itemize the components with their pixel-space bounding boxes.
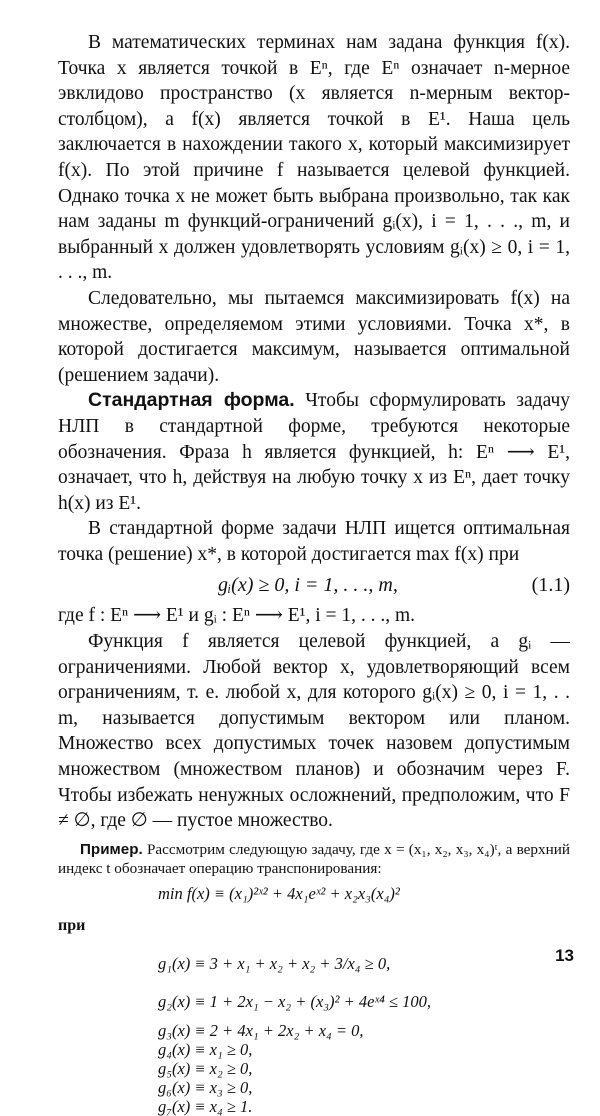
equation-1-1: [58, 571, 570, 599]
example-paragraph: [58, 840, 570, 879]
paragraph-6: Функция f является целевой функцией, а gᵢ — ограничениями. Любой вектор x, удовлетворяющий всем ограничениям, т. е. любой x, для которого gᵢ(x) ≥ 0, i = 1, . . m, называется допустимым вектором или планом. Множество всех допустимых точек назовем допустимым множеством (множеством планов) и обозначим через F. Чтобы избежать ненужных осложнений, предположим, что F ≠ ∅, где ∅ — пустое множество.: [58, 631, 570, 832]
page-number: 13: [555, 946, 574, 965]
constraint-g3: g₃(x) ≡ 2 + 4x₁ + 2x₂ + x₄ = 0,: [158, 1020, 364, 1040]
constraints-list: [158, 945, 570, 1116]
constraint-g6: g₆(x) ≡ x₃ ≥ 0,: [158, 1077, 253, 1097]
section-heading-standard-form: Стандартная форма.: [88, 389, 295, 412]
equation-1-1-expression: gᵢ(x) ≥ 0, i = 1, . . ., m,: [218, 574, 398, 597]
example-text: Рассмотрим следующую задачу, где x = (x₁, x₂, x₃, x₄)ᵗ, а верхний индекс t обозначает операцию транспонирования:: [58, 840, 570, 878]
paragraph-3-text: Чтобы сформулировать задачу НЛП в стандартной форме, требуются некоторые обозначения. Фраза h является функцией, h: Eⁿ ⟶ E¹, означает, что h, действуя на любую точку x из Eⁿ, дает точку h(x) из E¹.: [58, 390, 571, 514]
constraint-g1: g₁(x) ≡ 3 + x₁ + x₂ + x₂ + 3/x₄ ≥ 0,: [158, 953, 391, 973]
objective-formula: min f(x) ≡ (x₁)²ˣ² + 4x₁eˣ² + x₂x₃(x₄)²: [158, 883, 400, 903]
constraint-g2: g₂(x) ≡ 1 + 2x₁ − x₂ + (x₃)² + 4eˣ⁴ ≤ 100,: [158, 991, 431, 1011]
paragraph-5: где f : Eⁿ ⟶ E¹ и gᵢ : Eⁿ ⟶ E¹, i = 1, . . ., m.: [58, 605, 416, 627]
equation-1-1-number: (1.1): [531, 574, 570, 597]
paragraph-4: В стандартной форме задачи НЛП ищется оптимальная точка (решение) x*, в которой достигается max f(x) при: [58, 518, 570, 565]
example-heading: Пример.: [80, 840, 143, 858]
paragraph-1: В математических терминах нам задана функция f(x). Точка x является точкой в Eⁿ, где Eⁿ означает n-мерное эвклидово пространство (x является n-мерным вектор-столбцом), а f(x) является точкой в E¹. Наша цель заключается в нахождении такого x, который максимизирует f(x). По этой причине f называется целевой функцией. Однако точка x не может быть выбрана произвольно, так как нам заданы m функций-ограничений gᵢ(x), i = 1, . . ., m, и выбранный x должен удовлетворять условиям gᵢ(x) ≥ 0, i = 1, . . ., m.: [58, 32, 570, 284]
constraint-g4: g₄(x) ≡ x₁ ≥ 0,: [158, 1039, 253, 1059]
pri-label: при: [58, 916, 86, 934]
constraint-g5: g₅(x) ≡ x₂ ≥ 0,: [158, 1058, 253, 1078]
paragraph-2: Следовательно, мы пытаемся максимизировать f(x) на множестве, определяемом этими условиями. Точка x*, в которой достигается максимум, называется оптимальной (решением задачи).: [58, 287, 570, 386]
paragraph-3: [58, 388, 570, 516]
constraint-g7: g₇(x) ≡ x₄ ≥ 1.: [158, 1096, 253, 1116]
